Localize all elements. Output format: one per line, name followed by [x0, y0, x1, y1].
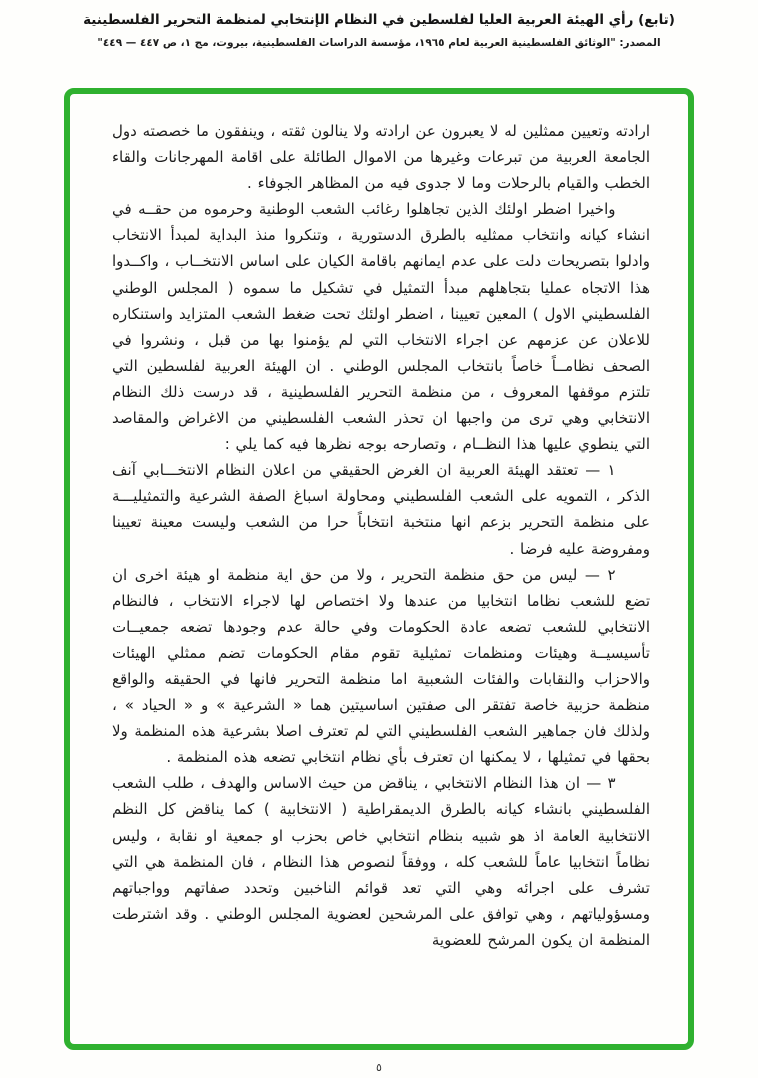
document-source-line: المصدر: "الوثائق الفلسطينية العربية لعام ١٩٦٥، مؤسسة الدراسات الفلسطينية، بيروت، مج ١، ص ٤٤٧ — ٤٤٩" — [97, 37, 661, 49]
body-paragraph-numbered-3: ٣ — ان هذا النظام الانتخابي ، يناقض من حيث الاساس والهدف ، طلب الشعب الفلسطيني بانشاء كيانه بالطرق الديمقراطية ( الانتخابية ) كما يناقض كل النظم الانتخابية العامة اذ هو شبيه بنظام انتخابي خاص بحزب او جمعية او نقابة ، وليس نظاماً انتخابيا عاماً للشعب كله ، ووفقاً لنصوص هذا النظام ، فان المنظمة هي التي تشرف على اجرائه وهي التي تعد قوائم الناخبين وتحدد صفاتهم وواجباتهم ومسؤولياتهم ، وهي توافق على المرشحين لعضوية المجلس الوطني . وقد اشترطت المنظمة ان يكون المرشح للعضوية — [112, 774, 650, 949]
body-paragraph: ارادته وتعيين ممثلين له لا يعبرون عن ارادته ولا ينالون ثقته ، وينفقون ما خصصته دول الجامعة العربية من تبرعات وغيرها من الاموال الطائلة على اقامة المهرجانات والقاء الخطب والقيام بالرحلات وما لا جدوى فيه من المظاهر الجوفاء . — [112, 122, 650, 193]
page-number: ٥ — [376, 1061, 382, 1074]
green-border-frame — [64, 88, 694, 1050]
body-paragraph: واخيرا اضطر اولئك الذين تجاهلوا رغائب الشعب الوطنية وحرموه من حقــه في انشاء كيانه وانتخاب ممثليه بالطرق الدستورية ، وتنكروا منذ البداية لمبدأ الانتخاب وادلوا بتصريحات دلت على عدم ايمانهم باقامة الكيان على اساس الانتخــاب ، واكــدوا هذا الاتجاه عمليا بتجاهلهم مبدأ التمثيل في تشكيل ما سموه ( المجلس الوطني الفلسطيني الاول ) المعين تعيينا ، اضطر اولئك تحت ضغط الشعب المتزايد واستنكاره للاعلان عن عزمهم عن اجراء الانتخاب التي لم يؤمنوا بها من قبل ، ونشروا في الصحف نظامــاً خاصاً بانتخاب المجلس الوطني . ان الهيئة العربية لفلسطين التي تلتزم موقفها المعروف ، من منظمة التحرير الفلسطينية ، قد درست ذلك النظام الانتخابي وهي ترى من واجبها ان تحذر الشعب الفلسطيني من الاغراض والمقاصد التي ينطوي عليها هذا النظــام ، وتصارحه بوجه نظرها فيه كما يلي : — [112, 200, 650, 454]
body-paragraph-numbered-1: ١ — تعتقد الهيئة العربية ان الغرض الحقيقي من اعلان النظام الانتخـــابي آنف الذكر ، التمويه على الشعب الفلسطيني ومحاولة اسباغ الصفة الشرعية والتمثيليـــة على منظمة التحرير بزعم انها منتخبة انتخاباً حرا من الشعب وليست معينة تعيينا ومفروضة عليه فرضا . — [112, 461, 650, 558]
document-body — [70, 94, 688, 971]
body-paragraph-numbered-2: ٢ — ليس من حق منظمة التحرير ، ولا من حق اية منظمة او هيئة اخرى ان تضع للشعب نظاما انتخابيا من عندها ولا اختصاص لها لاجراء الانتخاب ، فالنظام الانتخابي للشعب تضعه عادة الحكومات وفي حالة عدم وجودها تضعه جمعيــات تأسيسيــة وهيئات ومنظمات تمثيلية تقوم مقام الحكومات تضم ممثلي الهيئات والاحزاب والنقابات والفئات الشعبية اما منظمة التحرير فانها في الحقيقه والواقع منظمة حزبية خاصة تفتقر الى صفتين اساسيتين هما « الشرعية » و « الحياد » ، ولذلك فان جماهير الشعب الفلسطيني التي لم تعترف اصلا بشرعية هذه المنظمة ولا بحقها في تمثيلها ، لا يمكنها ان تعترف بأي نظام انتخابي تضعه هذه المنظمة . — [112, 565, 650, 767]
page-header — [0, 0, 758, 49]
document-title: (تابع) رأي الهيئة العربية العليا لفلسطين في النظام الإنتخابي لمنظمة التحرير الفلسطينية — [83, 12, 675, 28]
